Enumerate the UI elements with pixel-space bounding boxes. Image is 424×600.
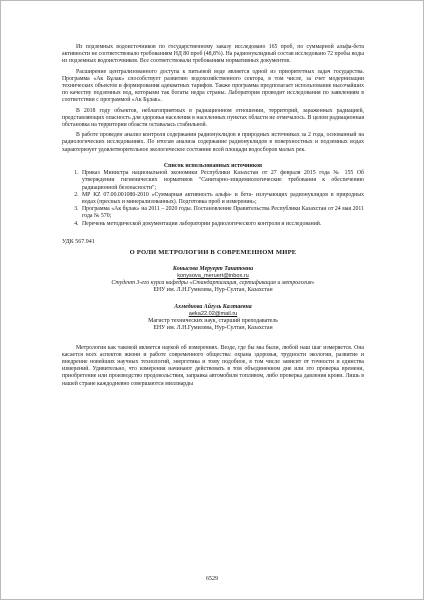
reference-item: 1. Приказ Министра национальной экономики Республики Казахстан от 27 февраля 2015 года № 155 Об утверждении гигиенических нормативов "Санитарно-эпидемиологические требования к обеспечению радиационной безопасности"; xyxy=(80,170,364,192)
reference-item: 4. Перечень методической документации лаборатории радиологического контроля и исследований. xyxy=(80,221,364,228)
author-2-position: Магистр технических наук, старший преподаватель xyxy=(148,318,278,325)
author-2-email[interactable]: aeka22.02@mail.ru xyxy=(188,310,238,317)
author-1-email[interactable]: konysova_meruert@inbox.ru xyxy=(177,273,249,280)
body-paragraph-3: В 2018 году объектов, неблагоприятных в радиационном отношении, территорий, зараженных радиацией, представляющих опасность для здоровья населения в населенных пунктах области не отмечалось. В целом радиационная обстановка на территории области оставалась стабильной. xyxy=(62,107,364,129)
references-list xyxy=(62,170,364,228)
page-content xyxy=(62,44,364,388)
author-1-position: Студент 3-его курса кафедры «Стандартизация, сертификация и метрология» xyxy=(111,280,315,287)
body-paragraph-4: В работе проведен анализ контроля содержания радионуклидов в природных источниках за 2 года, основанный на радиологических исследованиях. По итогам анализа содержание радионуклидов в поверхностных и подземных водах характеризует удовлетворительное экологическое состояние всей площади водосборов малых рек. xyxy=(62,132,364,153)
body-paragraph-1: Из подземных водоисточников по государственному заказу исследовано 165 проб, по суммарной альфа-бета активности не соответствовало требованиям НД 80 проб (48,8%). На радионуклидный состав исследовано 72 пробы воды из подземных водоисточников. Все соответствовали требованиям нормативных документов. xyxy=(62,44,364,65)
page-number: 6529 xyxy=(206,576,218,582)
author-1-affiliation: ЕНУ им. Л.Н.Гумилева, Нур-Султан, Казахстан xyxy=(153,287,273,294)
reference-item: 3. Программа «Ак бұлак» на 2011 – 2020 годы. Постановление Правительства Республики Казахстан от 24 мая 2011 года № 570; xyxy=(80,206,364,220)
author-1-name: Конысова Меруерт Танатовна xyxy=(172,265,254,272)
author-2-affiliation: ЕНУ им. Л.Н.Гумилева, Нур-Султан, Казахстан xyxy=(153,325,273,332)
references-title: Список использованных источников xyxy=(163,162,263,169)
article-body-paragraph: Метрология как таковой является наукой об измерениях. Везде, где бы мы были, любой наш шаг измеряется. Она касается всех аспектов жизни и работе современного общества: охрана здоровья, трудности экологии, развитие и внедрение новейших научных технологий, энергетика и тому подобное, в том числе зависит от точности и единства измерений. Удивительно, что измерения начинают действовать в том объединенном дне или это проверка времени, приобретение или производство продовольствия, заправка автомобиля топливом, либо проверка давления крови. Лишь в нашей стране каждодневно совершаются миллиарды xyxy=(62,344,364,387)
reference-item: 2. МР КZ 07.00.001080-2010 «Суммарная активность альфа- и бета- излучающих радионуклидов в природных водах (пресных и минерализованных). Подготовка проб и измерения»; xyxy=(80,192,364,206)
body-paragraph-2: Расширение централизованного доступа к питьевой воде является одной из приоритетных задач государства. Программа «Ак Бұлак» способствует развитию водохозяйственного сектора, в том числе, за счет модернизации технических объектов и формирования адекватных тарифов. Также программа предполагает использование высочайших по качеству подземных вод, которыми так богаты недра страны. Лаборатория проводит исследования по заявлениям в соответствии с программой «Ак Бұлак». xyxy=(62,68,364,104)
udc-code: УДК 567.941 xyxy=(62,238,95,245)
article-title: О РОЛИ МЕТРОЛОГИИ В СОВРЕМЕННОМ МИРЕ xyxy=(129,248,297,256)
author-2-name: Ахмедиова Айгуль Калтаевна xyxy=(174,303,252,310)
